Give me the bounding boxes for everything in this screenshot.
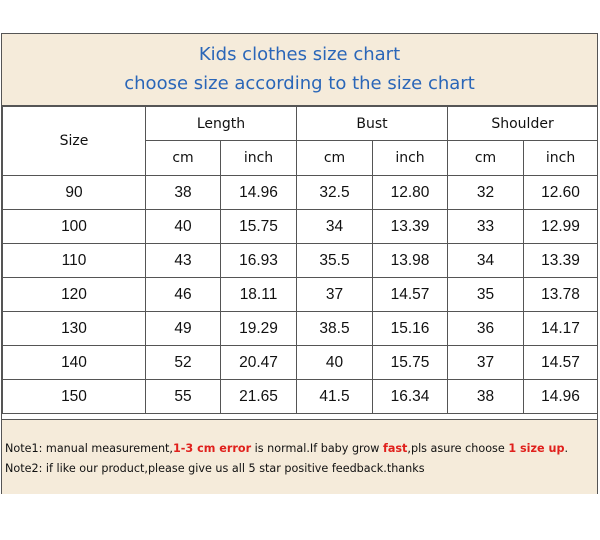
table-header-row [3, 107, 598, 141]
table-row [3, 176, 598, 210]
measure-cell: 14.96 [524, 380, 598, 414]
size-cell: 120 [3, 278, 146, 312]
measure-cell: 40 [297, 346, 373, 380]
unit-header: cm [297, 141, 373, 176]
measure-cell: 38 [448, 380, 524, 414]
measure-cell: 38.5 [297, 312, 373, 346]
table-row [3, 210, 598, 244]
measure-cell: 14.96 [221, 176, 297, 210]
size-cell: 90 [3, 176, 146, 210]
note-1: Note1: manual measurement,1-3 cm error is normal.If baby grow fast,pls asure choose 1 size up. [5, 442, 569, 455]
measure-cell: 40 [146, 210, 221, 244]
size-cell: 140 [3, 346, 146, 380]
group-header-shoulder: Shoulder [448, 107, 598, 141]
measure-cell: 43 [146, 244, 221, 278]
measure-cell: 12.80 [373, 176, 448, 210]
unit-header: inch [373, 141, 448, 176]
measure-cell: 34 [448, 244, 524, 278]
table-row [3, 278, 598, 312]
measure-cell: 20.47 [221, 346, 297, 380]
table-row [3, 380, 598, 414]
measure-cell: 13.39 [524, 244, 598, 278]
measure-cell: 14.57 [373, 278, 448, 312]
measure-cell: 19.29 [221, 312, 297, 346]
measure-cell: 16.34 [373, 380, 448, 414]
unit-header: cm [146, 141, 221, 176]
measure-cell: 14.57 [524, 346, 598, 380]
measure-cell: 35.5 [297, 244, 373, 278]
notes-band [2, 419, 597, 494]
measure-cell: 52 [146, 346, 221, 380]
table-row [3, 346, 598, 380]
measure-cell: 18.11 [221, 278, 297, 312]
measure-cell: 34 [297, 210, 373, 244]
size-table [2, 106, 598, 414]
size-cell: 150 [3, 380, 146, 414]
note-highlight: 1-3 cm error [173, 442, 252, 455]
measure-cell: 32.5 [297, 176, 373, 210]
group-header-bust: Bust [297, 107, 448, 141]
measure-cell: 15.75 [221, 210, 297, 244]
note-2: Note2: if like our product,please give us all 5 star positive feedback.thanks [5, 462, 425, 475]
measure-cell: 37 [448, 346, 524, 380]
measure-cell: 41.5 [297, 380, 373, 414]
unit-header: cm [448, 141, 524, 176]
chart-subtitle: choose size according to the size chart [124, 73, 475, 94]
measure-cell: 46 [146, 278, 221, 312]
measure-cell: 32 [448, 176, 524, 210]
note-highlight: 1 size up [508, 442, 565, 455]
measure-cell: 33 [448, 210, 524, 244]
measure-cell: 55 [146, 380, 221, 414]
unit-header: inch [221, 141, 297, 176]
measure-cell: 15.16 [373, 312, 448, 346]
size-cell: 130 [3, 312, 146, 346]
measure-cell: 16.93 [221, 244, 297, 278]
measure-cell: 12.99 [524, 210, 598, 244]
table-row [3, 312, 598, 346]
group-header-length: Length [146, 107, 297, 141]
table-row [3, 244, 598, 278]
size-cell: 110 [3, 244, 146, 278]
measure-cell: 13.98 [373, 244, 448, 278]
unit-header: inch [524, 141, 598, 176]
chart-title: Kids clothes size chart [198, 44, 401, 65]
measure-cell: 35 [448, 278, 524, 312]
measure-cell: 36 [448, 312, 524, 346]
measure-cell: 37 [297, 278, 373, 312]
size-cell: 100 [3, 210, 146, 244]
measure-cell: 38 [146, 176, 221, 210]
size-header: Size [3, 107, 146, 176]
measure-cell: 13.39 [373, 210, 448, 244]
title-band [2, 34, 597, 106]
measure-cell: 13.78 [524, 278, 598, 312]
measure-cell: 49 [146, 312, 221, 346]
measure-cell: 21.65 [221, 380, 297, 414]
size-chart [1, 33, 598, 494]
measure-cell: 15.75 [373, 346, 448, 380]
measure-cell: 14.17 [524, 312, 598, 346]
measure-cell: 12.60 [524, 176, 598, 210]
note-highlight: fast [382, 442, 408, 455]
